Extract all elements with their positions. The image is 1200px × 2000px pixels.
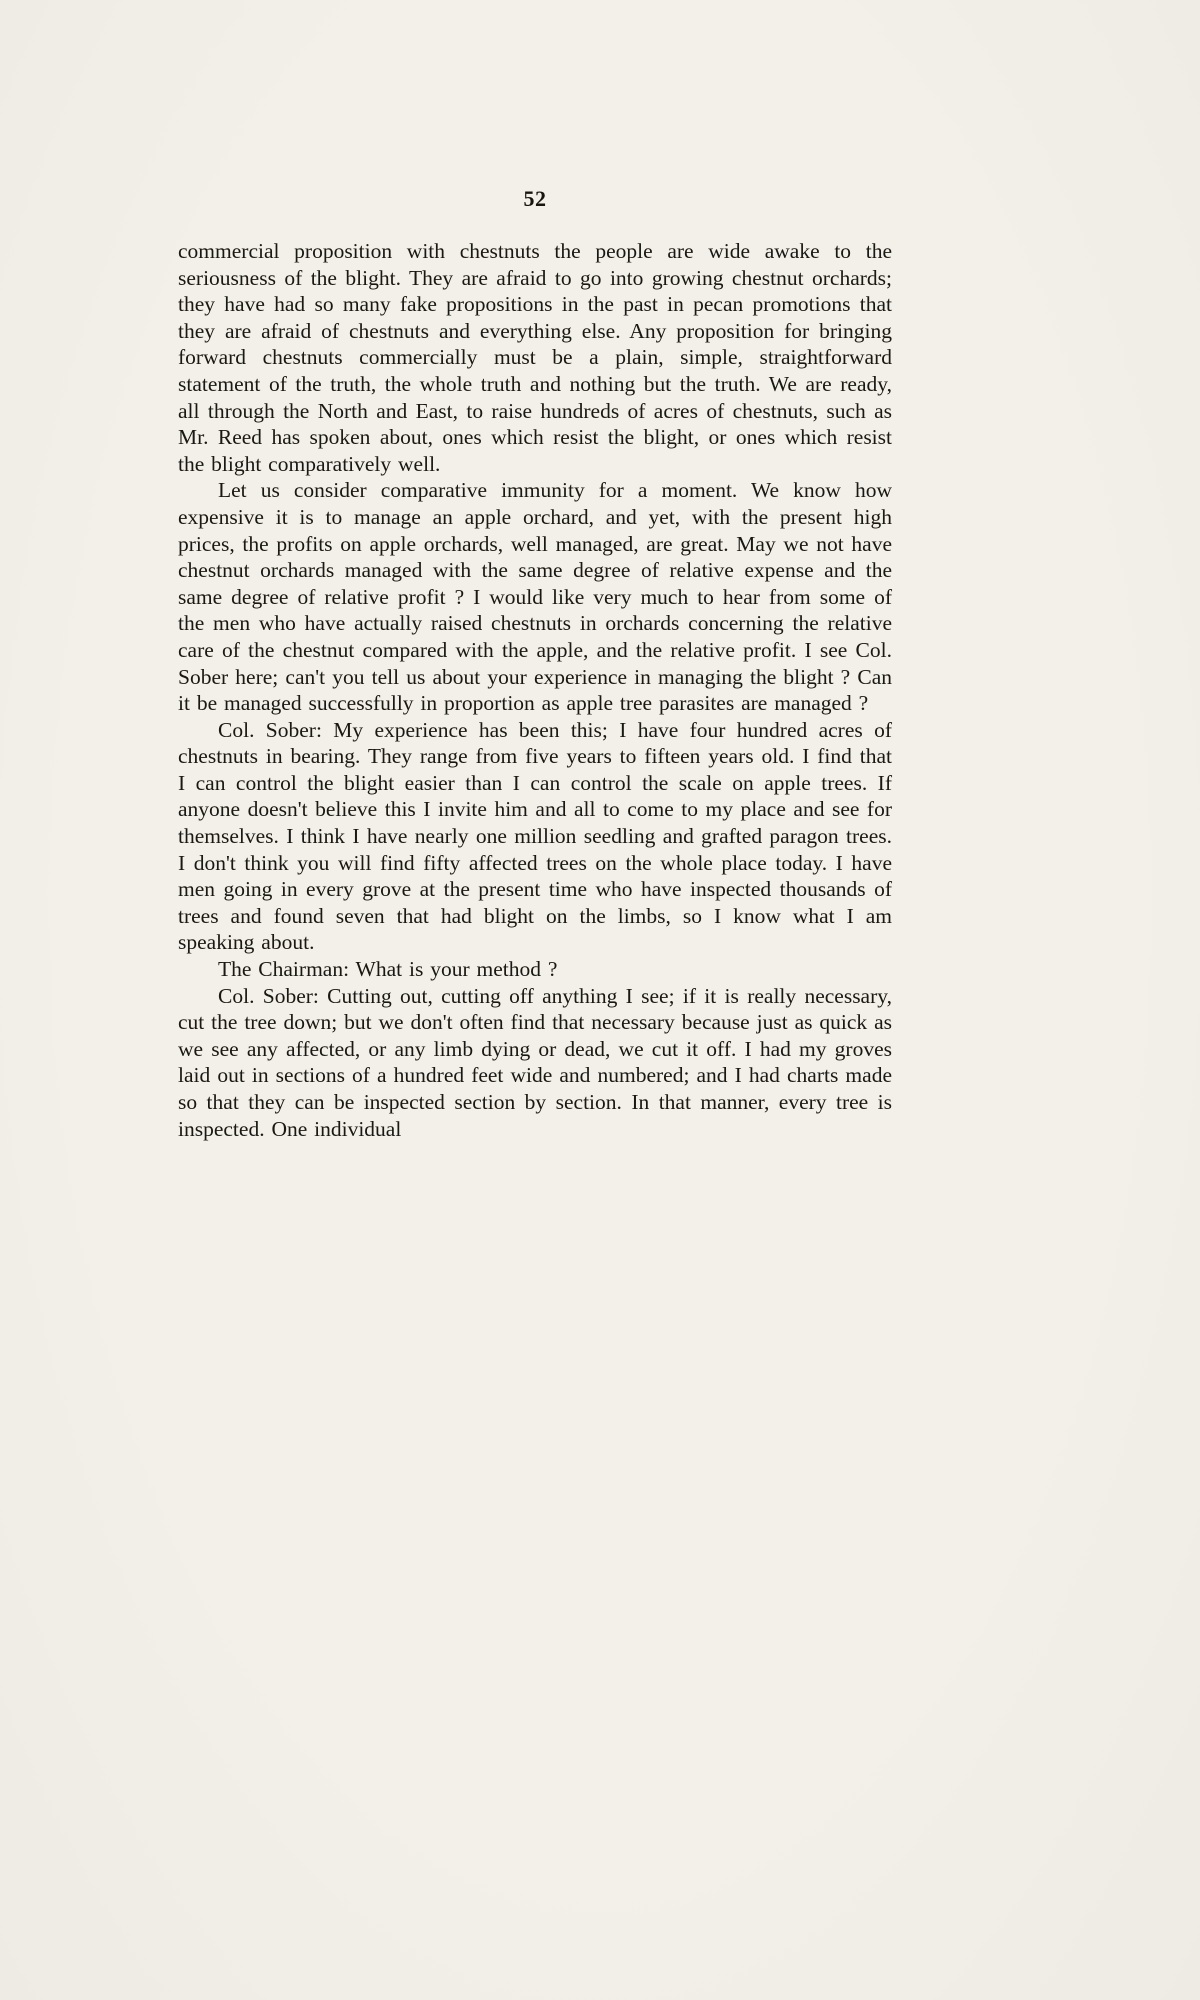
page-number: 52: [523, 186, 547, 211]
text-block: [178, 186, 892, 1142]
paragraph: The Chairman: What is your method ?: [218, 957, 558, 982]
paragraph: commercial proposition with chestnuts the people are wide awake to the seriousness of the blight. They are afraid to go into growing chestnut orchards; they have had so many fake propositions in the past in pecan promotions that they are afraid of chestnuts and everything else. Any proposition for bringing forward chestnuts commercially must be a plain, simple, straightforward statement of the truth, the whole truth and nothing but the truth. We are ready, all through the North and East, to raise hundreds of acres of chestnuts, such as Mr. Reed has spoken about, ones which resist the blight, or ones which resist the blight comparatively well.: [178, 239, 892, 476]
paragraph: Col. Sober: Cutting out, cutting off anything I see; if it is really necessary, cut the tree down; but we don't often find that necessary because just as quick as we see any affected, or any limb dying or dead, we cut it off. I had my groves laid out in sections of a hundred feet wide and numbered; and I had charts made so that they can be inspected section by section. In that manner, every tree is inspected. One individual: [178, 983, 892, 1141]
paragraph: Let us consider comparative immunity for a moment. We know how expensive it is to manage an apple orchard, and yet, with the present high prices, the profits on apple orchards, well managed, are great. May we not have chestnut orchards managed with the same degree of relative expense and the same degree of relative profit ? I would like very much to hear from some of the men who have actually raised chestnuts in orchards concerning the relative care of the chestnut compared with the apple, and the relative profit. I see Col. Sober here; can't you tell us about your experience in managing the blight ? Can it be managed successfully in proportion as apple tree parasites are managed ?: [178, 478, 892, 716]
page-body-text: [178, 238, 892, 1142]
paragraph: Col. Sober: My experience has been this; I have four hundred acres of chestnuts in bearing. They range from five years to fifteen years old. I find that I can control the blight easier than I can control the scale on apple trees. If anyone doesn't believe this I invite him and all to come to my place and see for themselves. I think I have nearly one million seedling and grafted paragon trees. I don't think you will find fifty affected trees on the whole place today. I have men going in every grove at the present time who have inspected thousands of trees and found seven that had blight on the limbs, so I know what I am speaking about.: [178, 717, 892, 955]
